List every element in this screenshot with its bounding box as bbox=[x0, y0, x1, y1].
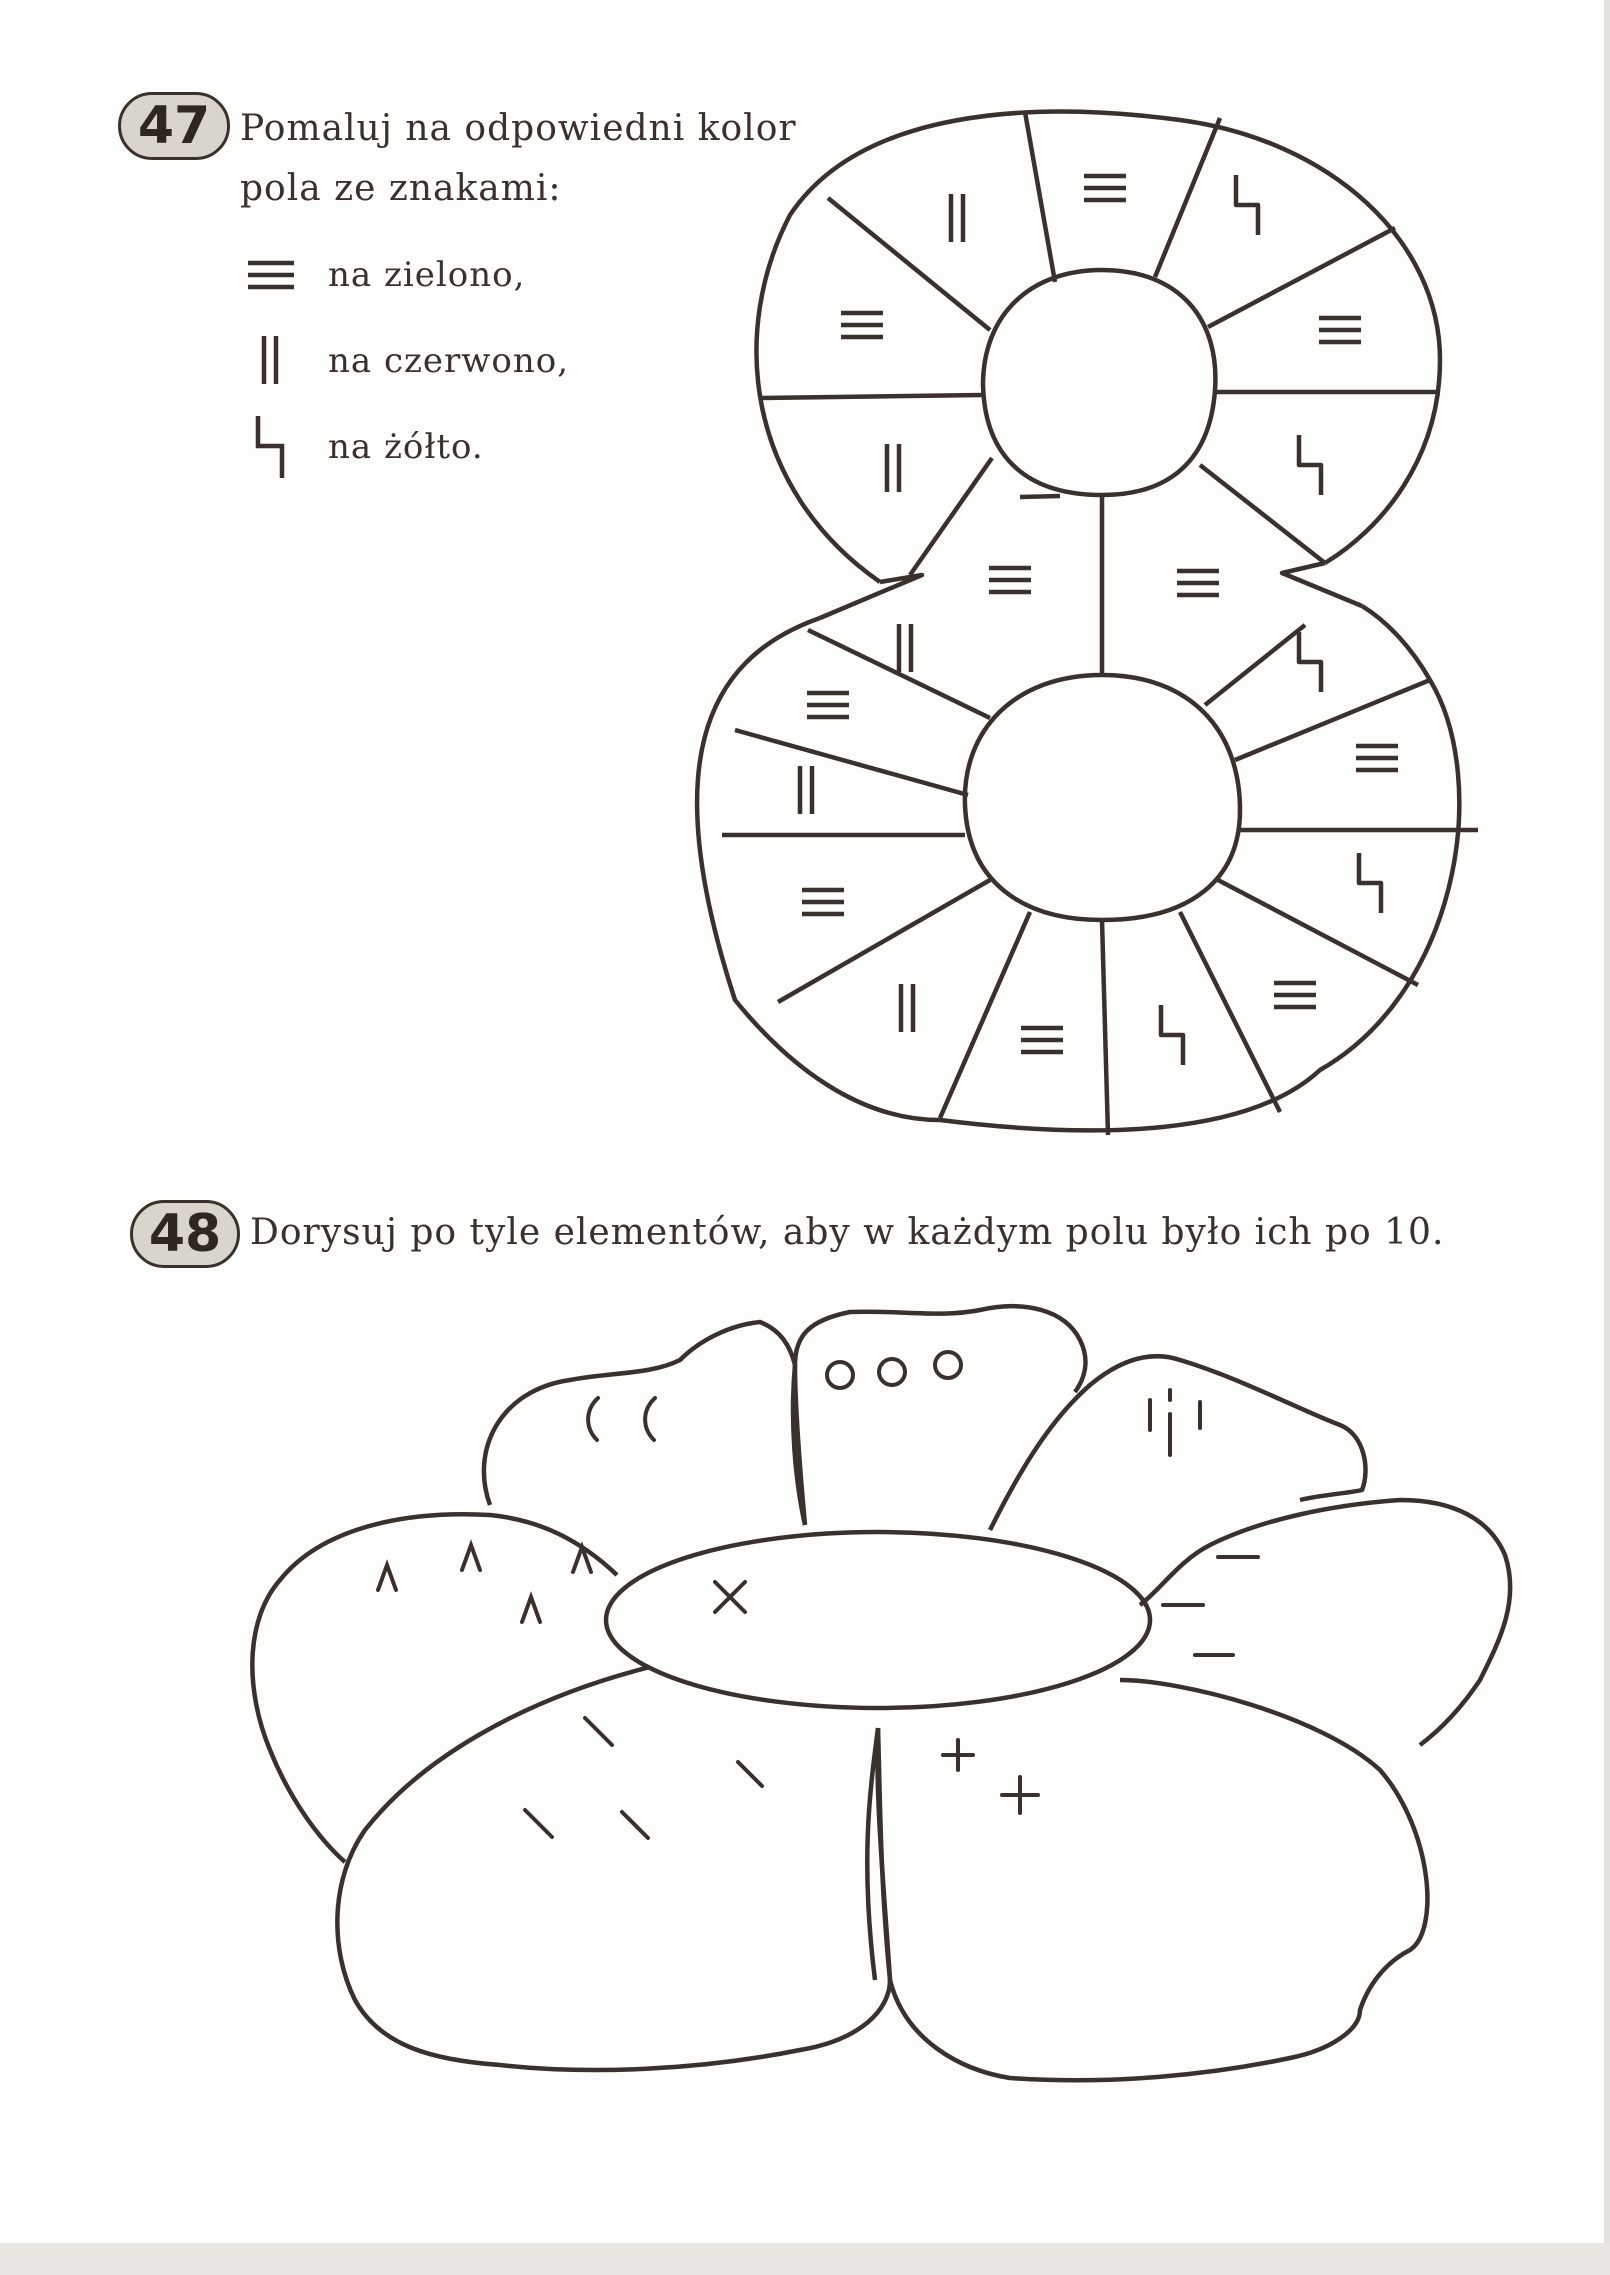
flower-petal-marks bbox=[378, 1352, 1258, 1838]
task-47-instruction-line1: Pomaluj na odpowiedni kolor bbox=[240, 108, 797, 149]
legend-label-yellow: na żółto. bbox=[328, 427, 484, 467]
mark-slash bbox=[738, 1762, 762, 1786]
eight-waist-right bbox=[1282, 563, 1362, 606]
petal-right bbox=[1140, 1500, 1510, 1745]
mark-circle bbox=[827, 1362, 853, 1388]
mark-slash bbox=[622, 1812, 648, 1838]
petal-left bbox=[252, 1514, 617, 1862]
mark-slash bbox=[525, 1810, 552, 1837]
eight-bottom-spokes bbox=[722, 625, 1478, 1135]
mark-bracket bbox=[588, 1398, 598, 1440]
eight-waist-left bbox=[820, 575, 922, 618]
flower-drawing bbox=[252, 1306, 1510, 2080]
eight-top-spokes bbox=[762, 112, 1440, 675]
task-47-instruction-line2: pola ze znakami: bbox=[240, 168, 562, 209]
mark-circle bbox=[879, 1359, 905, 1385]
legend-label-red: na czerwono, bbox=[328, 341, 570, 381]
petal-top-middle bbox=[795, 1306, 1085, 1392]
mark-slash bbox=[585, 1718, 612, 1745]
mark-caret bbox=[522, 1597, 540, 1622]
mark-caret bbox=[378, 1565, 396, 1590]
petal-bottom-right bbox=[878, 1680, 1427, 2080]
figure-eight-coloring bbox=[697, 112, 1478, 1135]
eight-top-outline bbox=[756, 112, 1440, 582]
task-48-instruction: Dorysuj po tyle elementów, aby w każdym polu było ich po 10. bbox=[250, 1212, 1445, 1253]
mark-circle bbox=[935, 1352, 961, 1378]
mark-bracket bbox=[645, 1398, 655, 1440]
mark-caret bbox=[462, 1545, 480, 1570]
eight-field-symbols bbox=[800, 175, 1398, 1065]
petal-bottom-left bbox=[337, 1667, 890, 2070]
petal-top-right bbox=[990, 1356, 1366, 1530]
eight-bottom-outline bbox=[697, 606, 1459, 1130]
legend-label-green: na zielono, bbox=[328, 255, 526, 295]
task-48-number-badge: 48 bbox=[130, 1200, 240, 1268]
task-47-number-badge: 47 bbox=[118, 92, 230, 160]
eight-top-hole bbox=[983, 270, 1215, 495]
eight-bottom-hole bbox=[965, 675, 1240, 920]
flower-center bbox=[606, 1532, 1150, 1708]
